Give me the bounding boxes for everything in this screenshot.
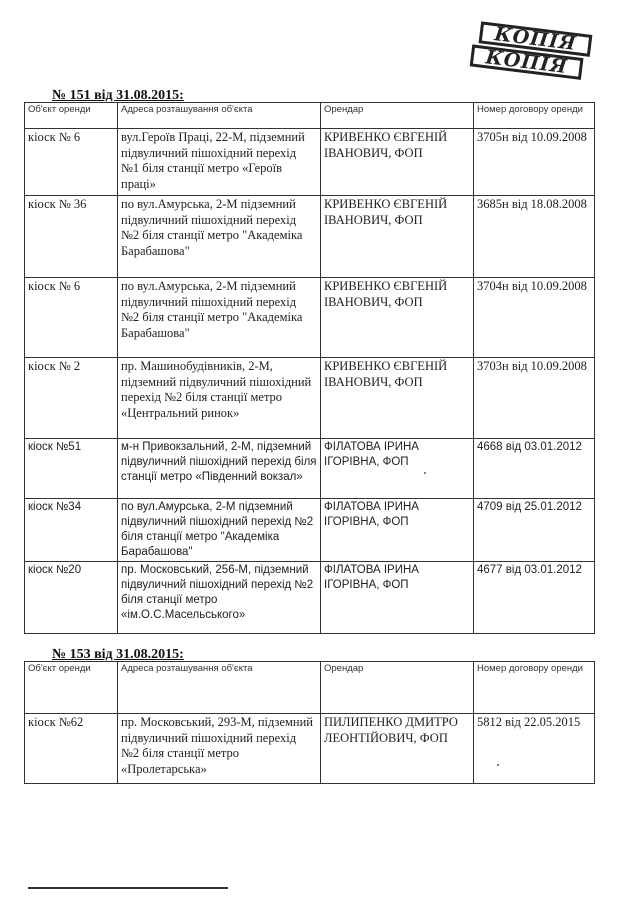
header-object: Об'єкт оренди bbox=[25, 662, 118, 714]
cell-tenant: ФІЛАТОВА ІРИНА ІГОРІВНА, ФОП bbox=[321, 499, 474, 562]
stamp-line-2: КОПІЯ bbox=[470, 44, 584, 79]
cell-address: по вул.Амурська, 2-М підземний підвуличний пішохідний перехід №2 біля станції метро "Академіка Барабашова" bbox=[118, 499, 321, 562]
cell-object: кіоск №34 bbox=[25, 499, 118, 562]
table-row bbox=[25, 714, 595, 784]
cell-tenant: ФІЛАТОВА ІРИНА ІГОРІВНА, ФОП bbox=[321, 562, 474, 634]
scan-speck bbox=[497, 764, 499, 766]
table-row bbox=[25, 499, 595, 562]
table-row bbox=[25, 129, 595, 196]
cell-contract: 3703н від 10.09.2008 bbox=[474, 358, 595, 439]
section-1-title: № 151 від 31.08.2015: bbox=[52, 88, 184, 103]
cell-contract: 4709 від 25.01.2012 bbox=[474, 499, 595, 562]
cell-contract: 3704н від 10.09.2008 bbox=[474, 278, 595, 358]
cell-tenant: КРИВЕНКО ЄВГЕНІЙ ІВАНОВИЧ, ФОП bbox=[321, 358, 474, 439]
table-row bbox=[25, 196, 595, 278]
table-row bbox=[25, 278, 595, 358]
section-2-table bbox=[24, 661, 595, 784]
cell-object: кіоск №51 bbox=[25, 439, 118, 499]
cell-object: кіоск № 2 bbox=[25, 358, 118, 439]
cell-object: кіоск № 6 bbox=[25, 278, 118, 358]
header-contract: Номер договору оренди bbox=[474, 103, 595, 129]
cell-address: пр. Машинобудівників, 2-М, підземний підвуличний пішохідний перехід №2 біля станції метро «Центральний ринок» bbox=[118, 358, 321, 439]
cell-contract: 5812 від 22.05.2015 bbox=[474, 714, 595, 784]
copy-stamp bbox=[475, 15, 593, 86]
header-contract: Номер договору оренди bbox=[474, 662, 595, 714]
section-2-title: № 153 від 31.08.2015: bbox=[52, 647, 184, 662]
header-tenant: Орендар bbox=[321, 103, 474, 129]
bottom-rule bbox=[28, 887, 228, 889]
cell-contract: 4677 від 03.01.2012 bbox=[474, 562, 595, 634]
cell-tenant: КРИВЕНКО ЄВГЕНІЙ ІВАНОВИЧ, ФОП bbox=[321, 129, 474, 196]
cell-tenant: КРИВЕНКО ЄВГЕНІЙ ІВАНОВИЧ, ФОП bbox=[321, 278, 474, 358]
cell-address: по вул.Амурська, 2-М підземний підвуличний пішохідний перехід №2 біля станції метро "Академіка Барабашова" bbox=[118, 196, 321, 278]
cell-object: кіоск № 6 bbox=[25, 129, 118, 196]
cell-address: пр. Московський, 256-М, підземний підвуличний пішохідний перехід №2 біля станції метро «ім.О.С.Масельського» bbox=[118, 562, 321, 634]
cell-contract: 3705н від 10.09.2008 bbox=[474, 129, 595, 196]
cell-object: кіоск № 36 bbox=[25, 196, 118, 278]
cell-tenant: ПИЛИПЕНКО ДМИТРО ЛЕОНТІЙОВИЧ, ФОП bbox=[321, 714, 474, 784]
table-row bbox=[25, 562, 595, 634]
cell-address: м-н Привокзальний, 2-М, підземний підвуличний пішохідний перехід біля станції метро «Південний вокзал» bbox=[118, 439, 321, 499]
stamp-line-1: КОПІЯ bbox=[479, 21, 593, 56]
cell-address: по вул.Амурська, 2-М підземний підвуличний пішохідний перехід №2 біля станції метро "Академіка Барабашова" bbox=[118, 278, 321, 358]
scan-speck bbox=[424, 472, 426, 474]
header-object: Об'єкт оренди bbox=[25, 103, 118, 129]
header-tenant: Орендар bbox=[321, 662, 474, 714]
cell-contract: 3685н від 18.08.2008 bbox=[474, 196, 595, 278]
header-address: Адреса розташування об'єкта bbox=[118, 662, 321, 714]
cell-tenant: КРИВЕНКО ЄВГЕНІЙ ІВАНОВИЧ, ФОП bbox=[321, 196, 474, 278]
table-header-row bbox=[25, 103, 595, 129]
table-row bbox=[25, 358, 595, 439]
cell-address: вул.Героїв Праці, 22-М, підземний підвуличний пішохідний перехід №1 біля станції метро «Героїв праці» bbox=[118, 129, 321, 196]
cell-object: кіоск №62 bbox=[25, 714, 118, 784]
cell-object: кіоск №20 bbox=[25, 562, 118, 634]
header-address: Адреса розташування об'єкта bbox=[118, 103, 321, 129]
cell-address: пр. Московський, 293-М, підземний підвуличний пішохідний перехід №2 біля станції метро «Пролетарська» bbox=[118, 714, 321, 784]
table-header-row bbox=[25, 662, 595, 714]
section-1-table bbox=[24, 102, 595, 634]
cell-tenant: ФІЛАТОВА ІРИНА ІГОРІВНА, ФОП bbox=[321, 439, 474, 499]
cell-contract: 4668 від 03.01.2012 bbox=[474, 439, 595, 499]
table-row bbox=[25, 439, 595, 499]
